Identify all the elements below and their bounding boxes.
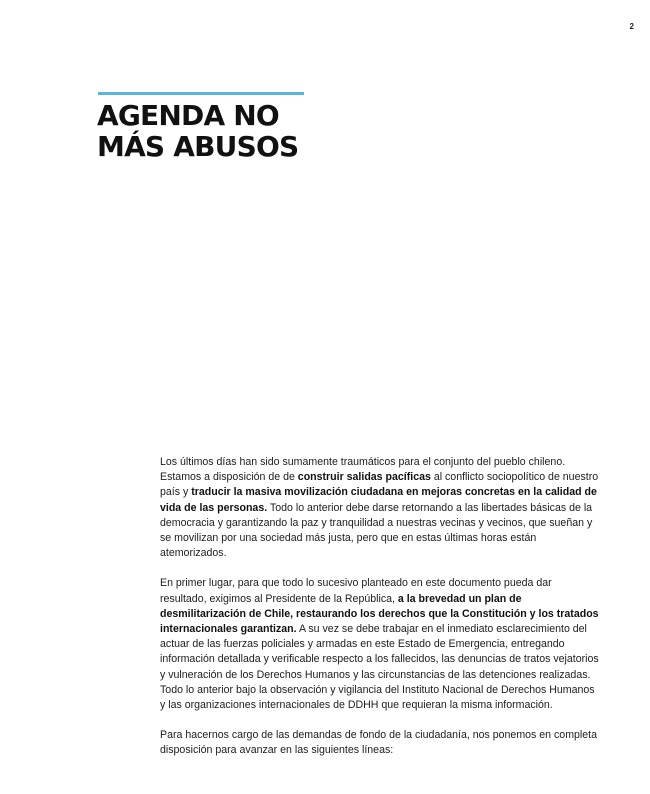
paragraph-2: [160, 576, 600, 713]
paragraph-1-text-3: Todo lo anterior debe darse retornando a las libertades básicas de la democracia y garantizando la paz y tranquilidad a nuestras vecinas y vecinos, que sueñan y se movilizan por una sociedad más justa, pero que en estas últimas horas están atemorizados.: [160, 501, 593, 560]
paragraph-1-text-1: Los últimos días han sido sumamente traumáticos para el conjunto del pueblo chileno. Estamos a disposición de de: [160, 456, 566, 484]
page-title: [97, 100, 298, 162]
paragraph-1-text-2: al conflicto sociopolítico de nuestro país y: [160, 471, 599, 499]
paragraph-2-text-2: A su vez se debe trabajar en el inmediato esclarecimiento del actuar de las fuerzas policiales y armadas en este Estado de Emergencia, entregando información detallada y verificable respecto a los fallecidos, las denuncias de tratos vejatorios y vulneración de los Derechos Humanos y las circunstancias de las detenciones realizadas. Todo lo anterior bajo la observación y vigilancia del Instituto Nacional de Derechos Humanos y las organizaciones internacionales de DDHH que requieran la misma información.: [160, 623, 599, 712]
title-line-2: MÁS ABUSOS: [97, 130, 299, 163]
page-number: 2: [629, 22, 634, 31]
title-accent-line: [98, 92, 304, 95]
paragraph-2-bold-1: a la brevedad un plan de desmilitarización de Chile, restaurando los derechos que la Constitución y los tratados internacionales garantizan.: [160, 592, 599, 636]
paragraph-3-text-1: Para hacernos cargo de las demandas de fondo de la ciudadanía, nos ponemos en completa disposición para avanzar en las siguientes líneas:: [160, 729, 597, 757]
paragraph-1-bold-2: traducir la masiva movilización ciudadana en mejoras concretas en la calidad de vida de las personas.: [160, 486, 597, 514]
paragraph-2-text-1: En primer lugar, para que todo lo sucesivo planteado en este documento pueda dar resultado, exigimos al Presidente de la República,: [160, 577, 552, 605]
title-line-1: AGENDA NO: [97, 99, 279, 132]
body-text: [160, 455, 600, 774]
paragraph-3: [160, 728, 600, 758]
paragraph-1-bold-1: construir salidas pacíficas: [297, 471, 431, 484]
paragraph-1: [160, 455, 600, 561]
